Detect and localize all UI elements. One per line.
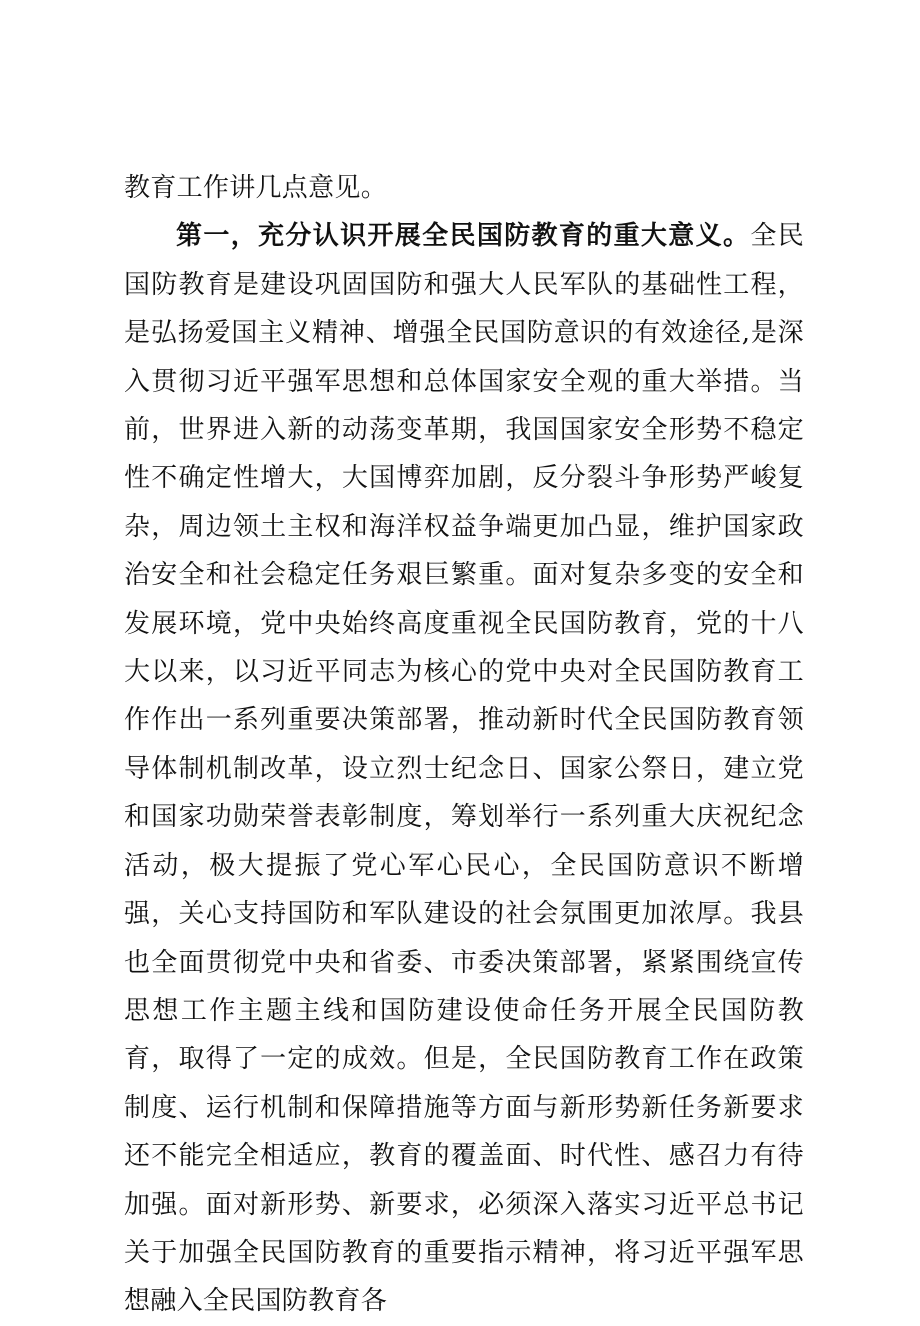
paragraph-1 bbox=[124, 212, 804, 1325]
paragraph-1-lead: 第一，充分认识开展全民国防教育的重大意义。 bbox=[176, 221, 751, 252]
paragraph-1-body: 全民国防教育是建设巩固国防和强大人民军队的基础性工程，是弘扬爱国主义精神、增强全民国防意识的有效途径,是深入贯彻习近平强军思想和总体国家安全观的重大举措。当前，世界进入新的动荡变革期，我国国家安全形势不稳定性不确定性增大，大国博弈加剧，反分裂斗争形势严峻复杂，周边领土主权和海洋权益争端更加凸显，维护国家政治安全和社会稳定任务艰巨繁重。面对复杂多变的安全和发展环境，党中央始终高度重视全民国防教育，党的十八大以来，以习近平同志为核心的党中央对全民国防教育工作作出一系列重要决策部署，推动新时代全民国防教育领导体制机制改革，设立烈士纪念日、国家公祭日，建立党和国家功勋荣誉表彰制度，筹划举行一系列重大庆祝纪念活动，极大提振了党心军心民心，全民国防意识不断增强，关心支持国防和军队建设的社会氛围更加浓厚。我县也全面贯彻党中央和省委、市委决策部署，紧紧围绕宣传思想工作主题主线和国防建设使命任务开展全民国防教育，取得了一定的成效。但是，全民国防教育工作在政策制度、运行机制和保障措施等方面与新形势新任务新要求还不能完全相适应，教育的覆盖面、时代性、感召力有待加强。面对新形势、新要求，必须深入落实习近平总书记关于加强全民国防教育的重要指示精神，将习近平强军思想融入全民国防教育各 bbox=[124, 221, 804, 1317]
document-body bbox=[124, 164, 804, 1326]
continuation-line: 教育工作讲几点意见。 bbox=[124, 173, 388, 203]
